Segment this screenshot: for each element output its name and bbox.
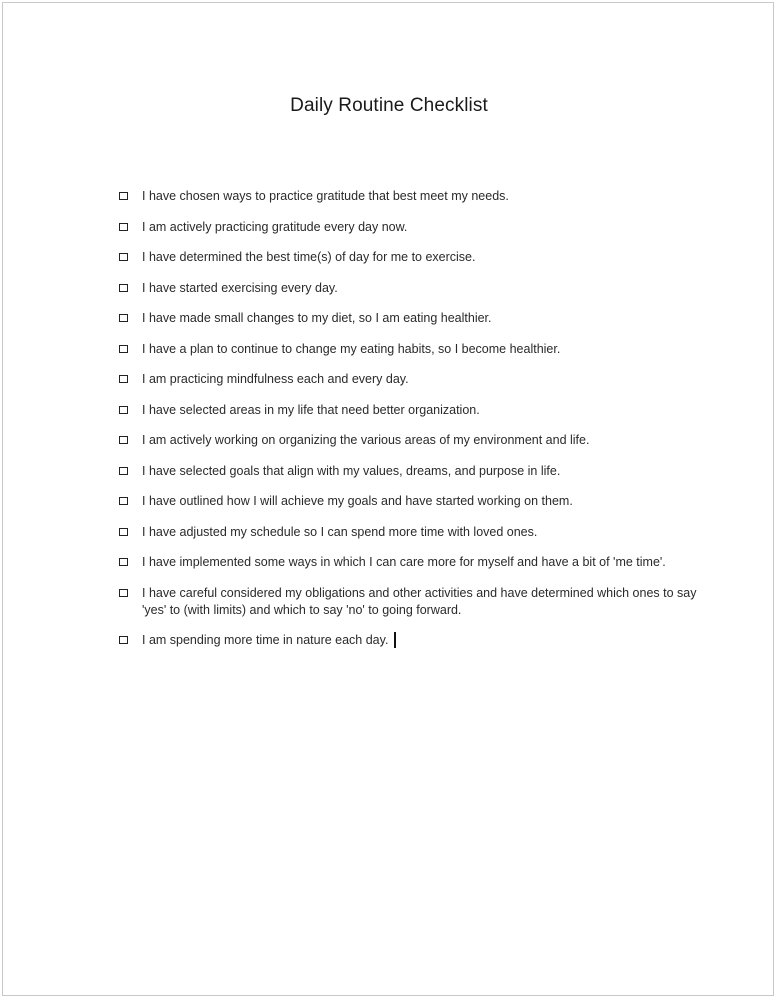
checklist-item-text: I have chosen ways to practice gratitude that best meet my needs.	[142, 189, 509, 203]
checklist-item	[118, 402, 698, 419]
checklist-item	[118, 632, 698, 649]
checkbox-icon[interactable]	[119, 589, 128, 597]
checkbox-icon[interactable]	[119, 284, 128, 292]
checklist-item	[118, 188, 698, 205]
checklist-item-text: I have selected goals that align with my values, dreams, and purpose in life.	[142, 463, 561, 478]
checklist-item	[118, 310, 698, 327]
checklist-item-text: I have implemented some ways in which I can care more for myself and have a bit of 'me time'.	[142, 555, 666, 569]
checkbox-icon[interactable]	[119, 192, 128, 200]
checklist-item	[118, 371, 698, 388]
checklist-item-text: I have made small changes to my diet, so I am eating healthier.	[142, 311, 492, 325]
checklist-item-text: I have selected areas in my life that need better organization.	[142, 402, 480, 417]
document-page[interactable]	[2, 2, 774, 996]
checkbox-icon[interactable]	[119, 497, 128, 505]
checkbox-icon[interactable]	[119, 223, 128, 231]
checkbox-icon[interactable]	[119, 314, 128, 322]
checklist-item-label: I am spending more time in nature each day.	[142, 633, 389, 647]
checklist-item	[118, 524, 698, 541]
checklist-item-text: I have outlined how I will achieve my goals and have started working on them.	[142, 494, 573, 508]
checkbox-icon[interactable]	[119, 436, 128, 444]
checklist-item	[118, 280, 698, 297]
checklist-item	[118, 249, 698, 266]
checkbox-icon[interactable]	[119, 253, 128, 261]
checklist	[118, 188, 698, 663]
page-title: Daily Routine Checklist	[290, 95, 488, 116]
checkbox-icon[interactable]	[119, 558, 128, 566]
checklist-item	[118, 341, 698, 358]
checkbox-icon[interactable]	[119, 406, 128, 414]
checklist-item	[118, 585, 698, 619]
checklist-item	[118, 493, 698, 510]
checklist-item-text: I am actively practicing gratitude every day now.	[142, 219, 408, 234]
checklist-item	[118, 554, 698, 571]
checklist-item	[118, 219, 698, 236]
checklist-item-text	[142, 632, 698, 649]
checkbox-icon[interactable]	[119, 345, 128, 353]
checklist-item	[118, 432, 698, 449]
checkbox-icon[interactable]	[119, 467, 128, 475]
checkbox-icon[interactable]	[119, 528, 128, 536]
text-cursor	[394, 632, 396, 648]
checkbox-icon[interactable]	[119, 375, 128, 383]
checklist-item-text: I have careful considered my obligations and other activities and have determined which ones to say 'yes' to (with limits) and which to say 'no' to going forward.	[142, 585, 697, 617]
checklist-item-text: I have a plan to continue to change my eating habits, so I become healthier.	[142, 341, 561, 356]
checklist-item-text: I have determined the best time(s) of day for me to exercise.	[142, 250, 476, 264]
checklist-item	[118, 463, 698, 480]
checklist-item-text: I am practicing mindfulness each and every day.	[142, 372, 409, 386]
checklist-item-text: I am actively working on organizing the various areas of my environment and life.	[142, 433, 590, 447]
checklist-item-text: I have started exercising every day.	[142, 280, 338, 295]
checkbox-icon[interactable]	[119, 636, 128, 644]
checklist-item-text: I have adjusted my schedule so I can spend more time with loved ones.	[142, 524, 538, 539]
